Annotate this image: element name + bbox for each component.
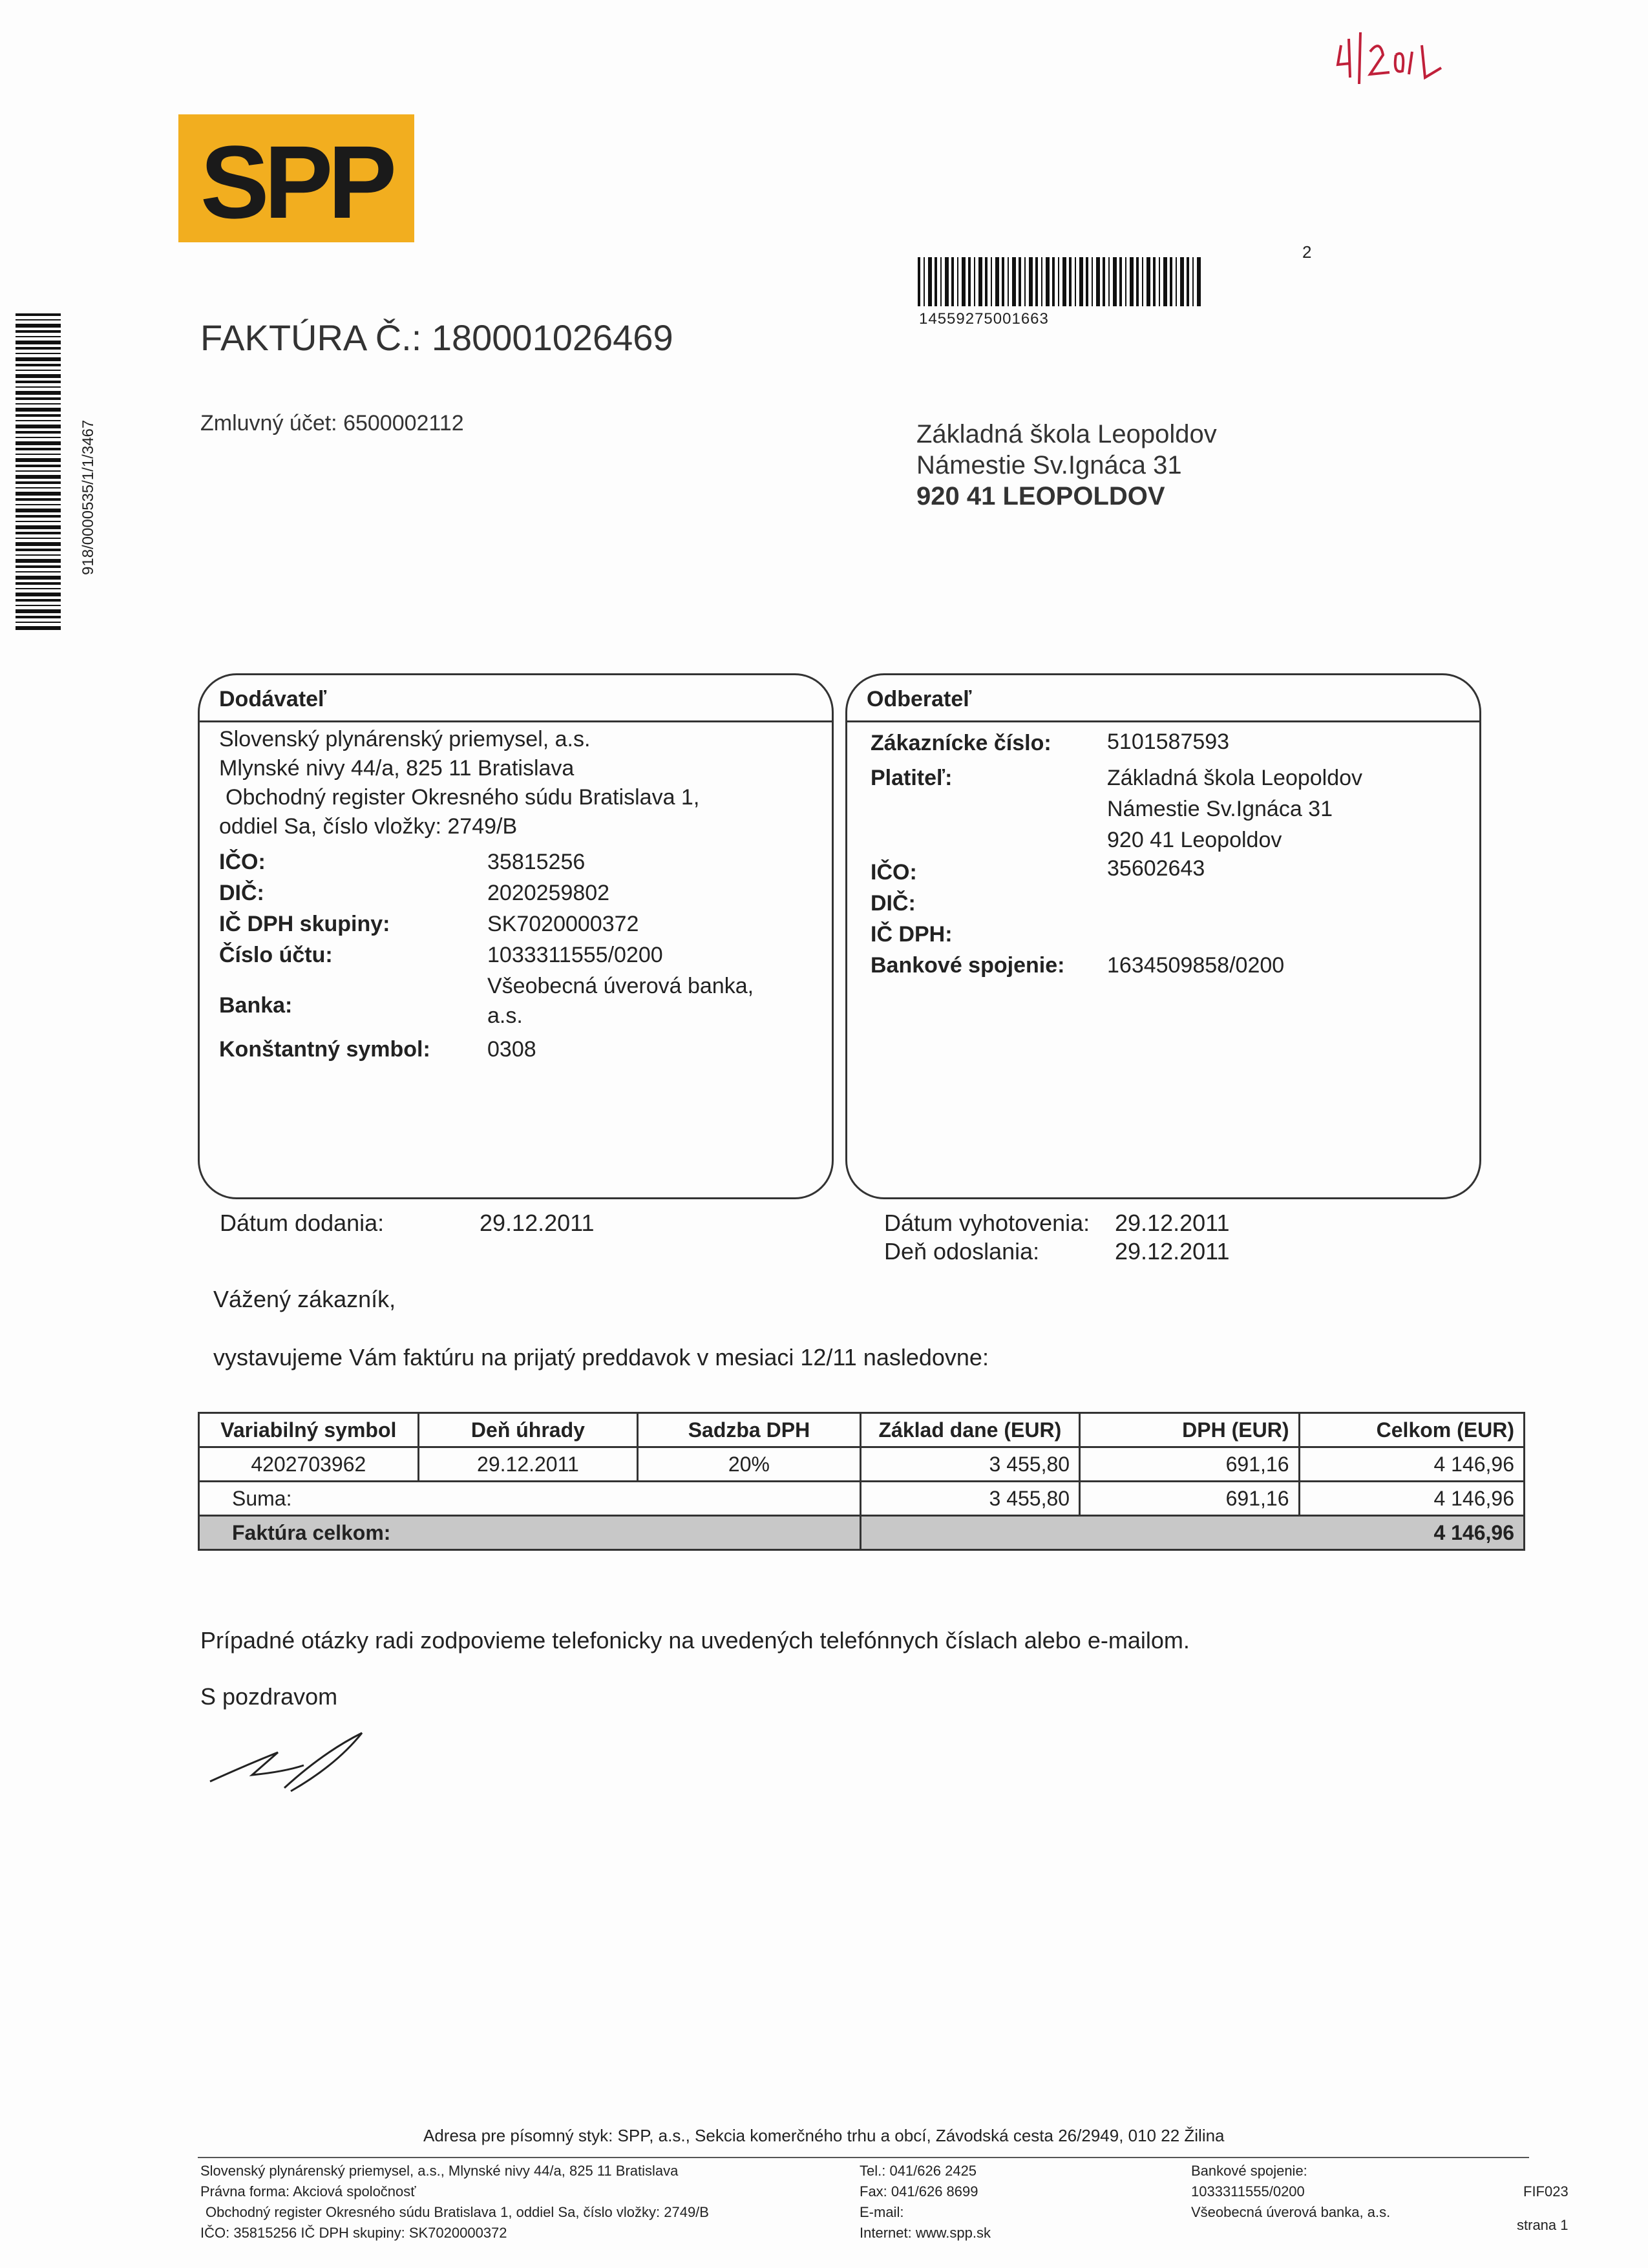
barcode-number: 14559275001663 bbox=[919, 310, 1049, 328]
footer-line: Bankové spojenie: bbox=[1191, 2163, 1307, 2179]
issued-date-label: Dátum vyhotovenia: bbox=[884, 1210, 1090, 1236]
total-value: 4 146,96 bbox=[860, 1516, 1524, 1550]
recipient-street: Námestie Sv.Ignáca 31 bbox=[916, 451, 1182, 479]
footer-divider bbox=[198, 2157, 1529, 2158]
payer-label: Platiteľ: bbox=[871, 766, 953, 790]
delivery-date-label: Dátum dodania: bbox=[220, 1210, 385, 1236]
supplier-box bbox=[198, 673, 834, 1199]
customer-ico-label: IČO: bbox=[871, 860, 917, 885]
footer-line: Slovenský plynárenský priemysel, a.s., Mlynské nivy 44/a, 825 11 Bratislava bbox=[200, 2163, 679, 2179]
footer-line: 1033311555/0200 bbox=[1191, 2183, 1305, 2200]
page-number: strana 1 bbox=[1517, 2217, 1569, 2233]
table-header: Deň úhrady bbox=[418, 1413, 638, 1447]
table-row bbox=[199, 1447, 1525, 1482]
footer-address: Adresa pre písomný styk: SPP, a.s., Sekcia komerčného trhu a obcí, Závodská cesta 26/2949, 010 22 Žilina bbox=[423, 2126, 1225, 2145]
payer-street: Námestie Sv.Ignáca 31 bbox=[1107, 797, 1333, 821]
table-header: Základ dane (EUR) bbox=[860, 1413, 1079, 1447]
footer-line: Internet: www.spp.sk bbox=[860, 2225, 991, 2241]
customer-dic-label: DIČ: bbox=[871, 891, 916, 916]
table-cell: 3 455,80 bbox=[860, 1447, 1079, 1482]
issued-date: 29.12.2011 bbox=[1115, 1210, 1230, 1236]
supplier-ico-label: IČO: bbox=[219, 850, 266, 874]
table-header: DPH (EUR) bbox=[1080, 1413, 1299, 1447]
page-number-top: 2 bbox=[1302, 242, 1312, 262]
table-total-row bbox=[199, 1516, 1525, 1550]
footer-line: Fax: 041/626 8699 bbox=[860, 2183, 978, 2200]
table-cell: 4 146,96 bbox=[1299, 1447, 1525, 1482]
greeting: Vážený zákazník, bbox=[213, 1286, 396, 1312]
supplier-register-section: oddiel Sa, číslo vložky: 2749/B bbox=[219, 814, 518, 839]
customer-no-label: Zákaznícke číslo: bbox=[871, 731, 1051, 755]
intro-text: vystavujeme Vám faktúru na prijatý preddavok v mesiaci 12/11 nasledovne: bbox=[213, 1344, 989, 1370]
table-header: Sadzba DPH bbox=[638, 1413, 860, 1447]
supplier-bank-line1: Všeobecná úverová banka, bbox=[487, 974, 754, 998]
total-label: Faktúra celkom: bbox=[199, 1516, 861, 1550]
supplier-name: Slovenský plynárenský priemysel, a.s. bbox=[219, 727, 591, 751]
invoice-table bbox=[198, 1412, 1525, 1551]
sum-label: Suma: bbox=[199, 1482, 861, 1516]
recipient-name: Základná škola Leopoldov bbox=[916, 420, 1217, 448]
contract-account: Zmluvný účet: 6500002112 bbox=[200, 411, 464, 436]
footer-line: IČO: 35815256 IČ DPH skupiny: SK7020000372 bbox=[200, 2225, 507, 2241]
signature bbox=[207, 1727, 375, 1798]
customer-heading: Odberateľ bbox=[867, 687, 972, 711]
footer-line: E-mail: bbox=[860, 2204, 904, 2220]
supplier-const-symbol: 0308 bbox=[487, 1037, 536, 1062]
supplier-register: Obchodný register Okresného súdu Bratislava 1, bbox=[226, 785, 700, 810]
recipient-address bbox=[916, 419, 1217, 512]
svg-text:SPP: SPP bbox=[200, 124, 392, 240]
sent-date-label: Deň odoslania: bbox=[884, 1238, 1040, 1265]
side-barcode-number: 918/0000535/1/1/3467 bbox=[79, 419, 97, 575]
supplier-heading: Dodávateľ bbox=[219, 687, 327, 711]
recipient-city: 920 41 LEOPOLDOV bbox=[916, 482, 1165, 510]
supplier-address: Mlynské nivy 44/a, 825 11 Bratislava bbox=[219, 756, 575, 781]
table-sum-row bbox=[199, 1482, 1525, 1516]
supplier-dic: 2020259802 bbox=[487, 881, 610, 905]
sum-cell: 691,16 bbox=[1080, 1482, 1299, 1516]
table-header: Variabilný symbol bbox=[199, 1413, 419, 1447]
table-header-row bbox=[199, 1413, 1525, 1447]
table-cell: 29.12.2011 bbox=[418, 1447, 638, 1482]
delivery-date: 29.12.2011 bbox=[480, 1210, 595, 1236]
supplier-account-label: Číslo účtu: bbox=[219, 943, 333, 967]
supplier-ico: 35815256 bbox=[487, 850, 586, 874]
customer-bank-label: Bankové spojenie: bbox=[871, 953, 1065, 978]
footer-contact bbox=[860, 2161, 991, 2243]
supplier-const-symbol-label: Konštantný symbol: bbox=[219, 1037, 430, 1062]
spp-logo bbox=[178, 114, 414, 242]
questions-text: Prípadné otázky radi zodpovieme telefonicky na uvedených telefónnych číslach alebo e-mailom. bbox=[200, 1627, 1190, 1654]
table-cell: 691,16 bbox=[1080, 1447, 1299, 1482]
supplier-account: 1033311555/0200 bbox=[487, 943, 663, 967]
form-code: FIF023 bbox=[1523, 2183, 1569, 2200]
side-barcode bbox=[16, 313, 61, 630]
payer-city: 920 41 Leopoldov bbox=[1107, 828, 1282, 852]
payer-name: Základná škola Leopoldov bbox=[1107, 766, 1363, 790]
handwritten-note bbox=[1335, 26, 1451, 90]
footer-company bbox=[200, 2161, 709, 2243]
customer-box bbox=[845, 673, 1481, 1199]
sent-date: 29.12.2011 bbox=[1115, 1238, 1230, 1265]
supplier-icdph: SK7020000372 bbox=[487, 912, 639, 936]
customer-bank: 1634509858/0200 bbox=[1107, 953, 1285, 978]
barcode bbox=[918, 257, 1202, 306]
regards-text: S pozdravom bbox=[200, 1683, 338, 1710]
customer-ico: 35602643 bbox=[1107, 856, 1205, 881]
supplier-icdph-label: IČ DPH skupiny: bbox=[219, 912, 390, 936]
footer-line: Právna forma: Akciová spoločnosť bbox=[200, 2183, 416, 2200]
sum-cell: 3 455,80 bbox=[860, 1482, 1079, 1516]
supplier-bank-line2: a.s. bbox=[487, 1003, 523, 1028]
footer-line: Všeobecná úverová banka, a.s. bbox=[1191, 2204, 1391, 2220]
customer-no: 5101587593 bbox=[1107, 730, 1230, 754]
table-cell: 20% bbox=[638, 1447, 860, 1482]
table-cell: 4202703962 bbox=[199, 1447, 419, 1482]
table-header: Celkom (EUR) bbox=[1299, 1413, 1525, 1447]
sum-cell: 4 146,96 bbox=[1299, 1482, 1525, 1516]
customer-icdph-label: IČ DPH: bbox=[871, 922, 953, 947]
footer-line: Tel.: 041/626 2425 bbox=[860, 2163, 977, 2179]
invoice-title: FAKTÚRA Č.: 180001026469 bbox=[200, 317, 673, 358]
footer-line: Obchodný register Okresného súdu Bratislava 1, oddiel Sa, číslo vložky: 2749/B bbox=[206, 2204, 709, 2220]
footer-bank bbox=[1191, 2161, 1390, 2223]
supplier-dic-label: DIČ: bbox=[219, 881, 264, 905]
supplier-bank-label: Banka: bbox=[219, 993, 293, 1018]
